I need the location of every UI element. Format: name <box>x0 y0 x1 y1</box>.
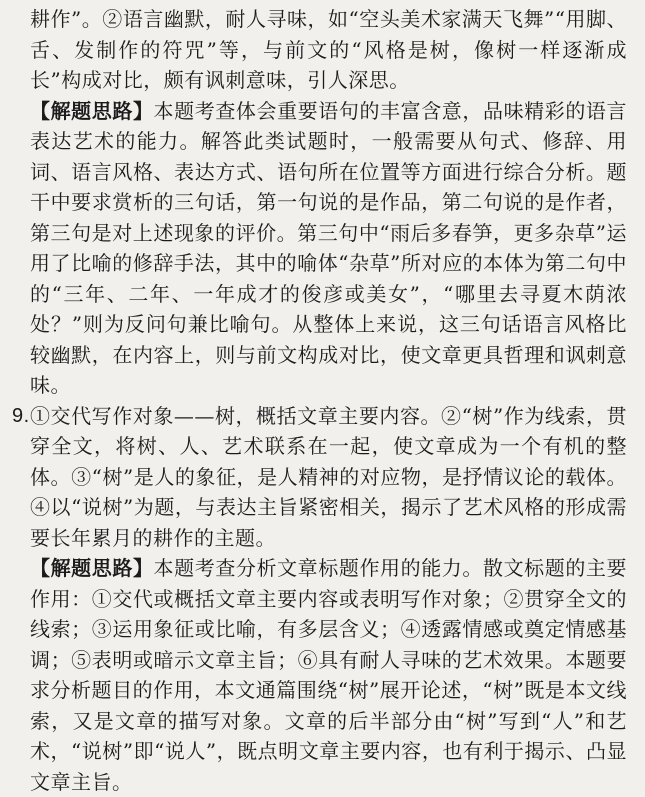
q9-answer-text: ①交代写作对象——树，概括文章主要内容。②“树”作为线索，贯穿全文，将树、人、艺术联系在一起，使文章成为一个有机的整体。③“树”是人的象征，是人精神的对应物，是抒情议论的载体。④以“说树”为题，与表达主旨紧密相关，揭示了艺术风格的形成需要长年累月的耕作的主题。 <box>30 403 627 550</box>
q9-answer <box>12 401 627 554</box>
q9-analysis-text: 本题考查分析文章标题作用的能力。散文标题的主要作用：①交代或概括文章主要内容或表明写作对象；②贯穿全文的线索；③运用象征或比喻，有多层含义；④透露情感或奠定情感基调；⑤表明或暗示文章主旨；⑥具有耐人寻味的艺术效果。本题要求分析题目的作用，本文通篇围绕“树”展开论述，“树”既是本文线索，又是文章的描写对象。文章的后半部分由“树”写到“人”和艺术，“说树”即“说人”，既点明文章主要内容，也有利于揭示、凸显文章主旨。 <box>30 556 628 794</box>
q9-number: 9. <box>12 404 30 427</box>
q8-analysis-text: 本题考查体会重要语句的丰富含意，品味精彩的语言表达艺术的能力。解答此类试题时，一般需要从句式、修辞、用词、语言风格、表达方式、语句所在位置等方面进行综合分析。题干中要求赏析的三句话，第一句说的是作品，第二句说的是作者，第三句是对上述现象的评价。第三句中“雨后多春笋，更多杂草”运用了比喻的修辞手法，其中的喻体“杂草”所对应的本体为第二句中的“三年、二年、一年成才的俊彦或美女”，“哪里去寻夏木荫浓处？”则为反问句兼比喻句。从整体上来说，这三句话语言风格比较幽默，在内容上，则与前文构成对比，使文章更具哲理和讽刺意味。 <box>30 98 628 397</box>
q8-analysis-paragraph <box>12 96 627 401</box>
q8-analysis-tag: 【解题思路】 <box>30 98 154 123</box>
q9-analysis-tag: 【解题思路】 <box>30 556 154 580</box>
continuation-paragraph: 耕作”。②语言幽默，耐人寻味，如“空头美术家满天飞舞”“用脚、舌、发制作的符咒”等，与前文的“风格是树，像树一样逐渐成长”构成对比，颇有讽刺意味，引人深思。 <box>30 7 627 92</box>
q9-analysis-paragraph <box>12 553 627 797</box>
